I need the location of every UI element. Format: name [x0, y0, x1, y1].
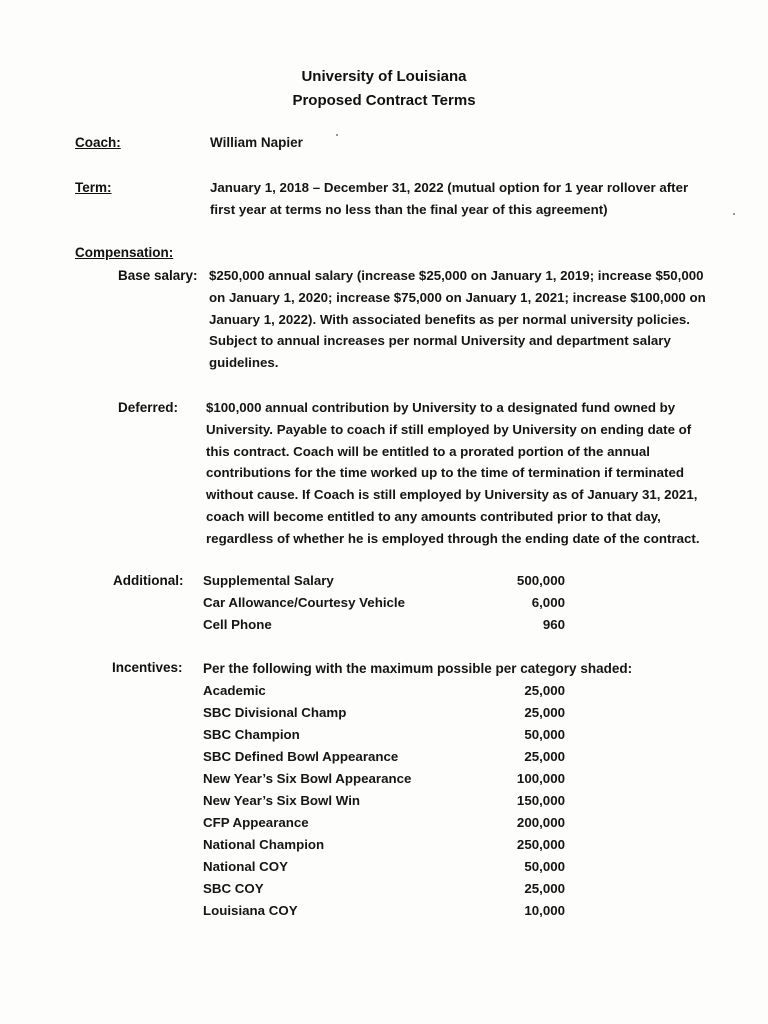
base-salary-label: Base salary:	[118, 268, 198, 283]
coach-label: Coach:	[75, 135, 121, 150]
incentive-name: CFP Appearance	[203, 815, 309, 830]
document-subtitle: Proposed Contract Terms	[292, 92, 476, 109]
incentive-amount: 25,000	[524, 705, 565, 720]
additional-item-amount: 6,000	[531, 595, 565, 610]
incentive-row	[203, 834, 565, 856]
term-label: Term:	[75, 180, 112, 195]
incentive-name: SBC Defined Bowl Appearance	[203, 749, 399, 764]
incentive-amount: 50,000	[524, 859, 565, 874]
incentive-amount: 50,000	[524, 727, 565, 742]
additional-label: Additional:	[113, 573, 184, 588]
incentive-row	[203, 900, 565, 922]
incentive-amount: 200,000	[516, 815, 565, 830]
incentive-name: SBC Divisional Champ	[203, 705, 347, 720]
incentive-name: New Year’s Six Bowl Appearance	[203, 771, 412, 786]
additional-row	[203, 570, 565, 592]
additional-item-name: Cell Phone	[203, 617, 272, 632]
incentives-intro: Per the following with the maximum possible per category shaded:	[203, 661, 633, 676]
coach-name: William Napier	[210, 135, 303, 150]
additional-row	[203, 592, 565, 614]
incentive-name: Academic	[203, 683, 266, 698]
deferred-label: Deferred:	[118, 400, 179, 415]
incentive-row	[203, 680, 565, 702]
incentive-amount: 10,000	[524, 903, 565, 918]
term-value: January 1, 2018 – December 31, 2022 (mutual option for 1 year rollover after first year at terms no less than the final year of this agreement)	[210, 180, 689, 217]
incentive-amount: 250,000	[516, 837, 565, 852]
additional-item-amount: 500,000	[516, 573, 565, 588]
incentives-label: Incentives:	[112, 660, 183, 675]
incentive-name: New Year’s Six Bowl Win	[203, 793, 361, 808]
incentive-row	[203, 856, 565, 878]
incentive-amount: 25,000	[524, 749, 565, 764]
additional-item-name: Car Allowance/Courtesy Vehicle	[203, 595, 405, 610]
additional-item-name: Supplemental Salary	[203, 573, 334, 588]
document-title: University of Louisiana	[301, 68, 467, 85]
incentive-name: Louisiana COY	[203, 903, 298, 918]
compensation-label: Compensation:	[75, 245, 174, 260]
additional-item-amount: 960	[542, 617, 565, 632]
incentive-row	[203, 790, 565, 812]
incentive-row	[203, 702, 565, 724]
incentive-row	[203, 768, 565, 790]
incentive-amount: 100,000	[516, 771, 565, 786]
incentive-row	[203, 878, 565, 900]
scan-speck	[336, 134, 338, 136]
incentive-row	[203, 746, 565, 768]
incentive-name: SBC Champion	[203, 727, 300, 742]
incentive-name: National COY	[203, 859, 288, 874]
scan-speck	[733, 213, 735, 215]
incentive-amount: 150,000	[516, 793, 565, 808]
incentive-amount: 25,000	[524, 881, 565, 896]
incentive-amount: 25,000	[524, 683, 565, 698]
base-salary-value: $250,000 annual salary (increase $25,000 on January 1, 2019; increase $50,000 on January 1, 2020; increase $75,000 on January 1, 2021; increase $100,000 on January 1, 2022). With associated benefits as per normal university policies. Subject to annual increases per normal University and department salary guidelines.	[209, 268, 706, 371]
deferred-value: $100,000 annual contribution by University to a designated fund owned by University. Payable to coach if still employed by University on ending date of this contract. Coach will be entitled to a prorated portion of the annual contributions for the time worked up to the time of termination if terminated without cause. If Coach is still employed by University as of January 31, 2021, coach will become entitled to any amounts contributed prior to that day, regardless of whether he is employed through the ending date of the contract.	[206, 400, 700, 546]
incentive-name: SBC COY	[203, 881, 264, 896]
incentive-row	[203, 724, 565, 746]
incentive-name: National Champion	[203, 837, 325, 852]
additional-row	[203, 614, 565, 636]
incentive-row	[203, 812, 565, 834]
